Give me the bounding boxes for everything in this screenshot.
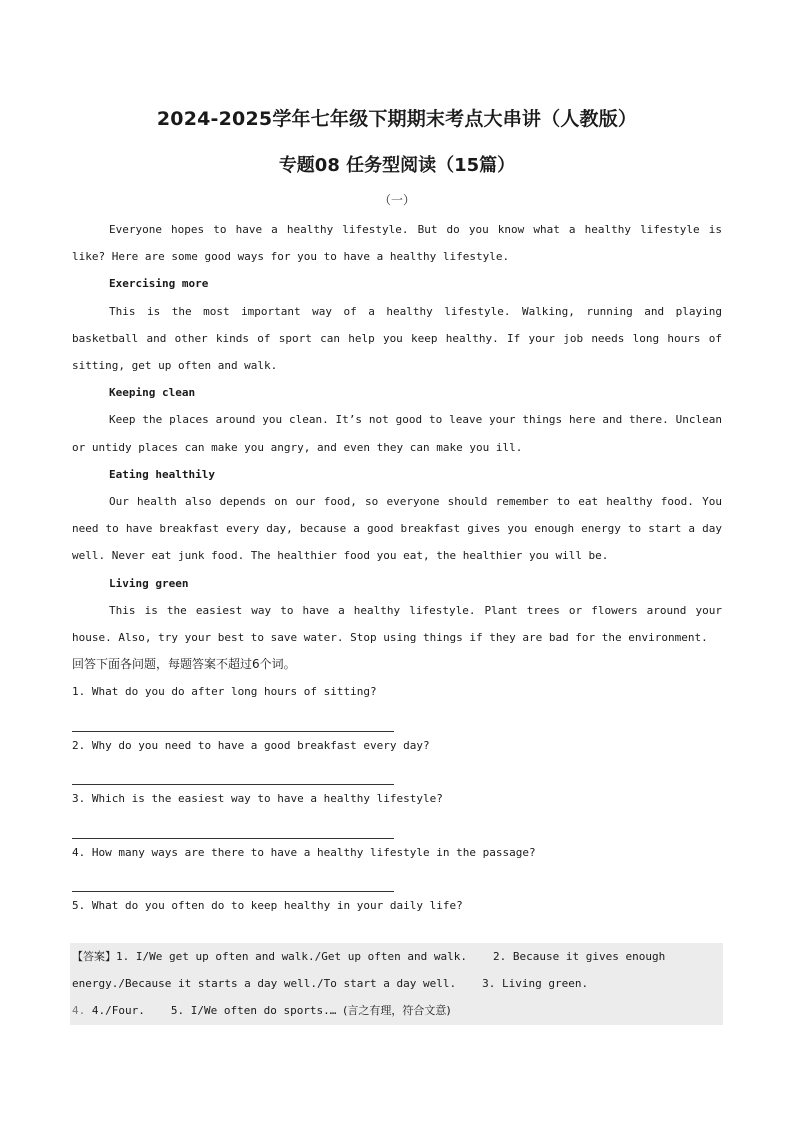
answer-line-2 — [72, 970, 721, 997]
question-3: 3. Which is the easiest way to have a healthy lifestyle? — [72, 792, 443, 806]
answer-box — [70, 943, 723, 1025]
answer-blank-5[interactable] — [72, 919, 394, 946]
passage-paragraph-clean: Keep the places around you clean. It’s not good to leave your things here and there. Unclean or untidy places can make you angry, and even they can make you ill. — [72, 413, 722, 454]
answer-blank-3[interactable] — [72, 812, 394, 839]
document-title: 2024-2025学年七年级下期期末考点大串讲（人教版） — [156, 108, 638, 130]
section-number: （一） — [378, 193, 415, 207]
answer-line-1 — [72, 943, 721, 970]
answer-tag: 【答案】 — [72, 950, 116, 963]
reading-content — [72, 216, 722, 946]
passage-heading-eating: Eating healthily — [109, 467, 215, 481]
answer-5-note: (言之有理，符合文意) — [343, 1004, 451, 1018]
question-1: 1. What do you do after long hours of sitting? — [72, 685, 377, 699]
question-4: 4. How many ways are there to have a healthy lifestyle in the passage? — [72, 845, 536, 859]
passage-paragraph-eating: Our health also depends on our food, so everyone should remember to eat healthy food. You need to have breakfast every day, because a good breakfast gives you enough energy to start a day well. Never eat junk food. The healthier food you eat, the healthier you will be. — [72, 495, 722, 563]
passage-heading-exercising: Exercising more — [109, 277, 209, 291]
answer-blank-2[interactable] — [72, 758, 394, 785]
question-5: 5. What do you often do to keep healthy in your daily life? — [72, 899, 463, 913]
answer-line-3 — [72, 997, 721, 1024]
answer-1: 1. I/We get up often and walk./Get up often and walk. — [116, 950, 467, 963]
passage-paragraph-exercising: This is the most important way of a healthy lifestyle. Walking, running and playing basketball and other kinds of sport can help you keep healthy. If your job needs long hours of sitting, get up often and walk. — [72, 304, 722, 373]
passage-intro: Everyone hopes to have a healthy lifestyle. But do you know what a healthy lifestyle is like? Here are some good ways for you to have a healthy lifestyle. — [72, 223, 722, 264]
question-instructions: 回答下面各问题，每题答案不超过6个词。 — [72, 657, 296, 672]
answer-4-number: 4. — [72, 1004, 86, 1018]
answer-4: 4./Four. — [91, 1004, 145, 1018]
passage-heading-green: Living green — [109, 576, 189, 590]
answer-2-end: energy./Because it starts a day well./To start a day well. — [72, 977, 457, 991]
answer-2-start: 2. Because it gives enough — [493, 950, 666, 963]
question-2: 2. Why do you need to have a good breakfast every day? — [72, 738, 430, 752]
passage-heading-clean: Keeping clean — [109, 386, 196, 400]
answer-blank-4[interactable] — [72, 865, 394, 892]
answer-3: 3. Living green. — [482, 977, 589, 991]
passage-paragraph-green: This is the easiest way to have a healthy lifestyle. Plant trees or flowers around your house. Also, try your best to save water. Stop using things if they are bad for the environment. — [72, 603, 722, 645]
answer-5: 5. I/We often do sports.… — [170, 1004, 337, 1018]
document-subtitle: 专题08 任务型阅读（15篇） — [278, 155, 516, 176]
answer-blank-1[interactable] — [72, 705, 394, 732]
